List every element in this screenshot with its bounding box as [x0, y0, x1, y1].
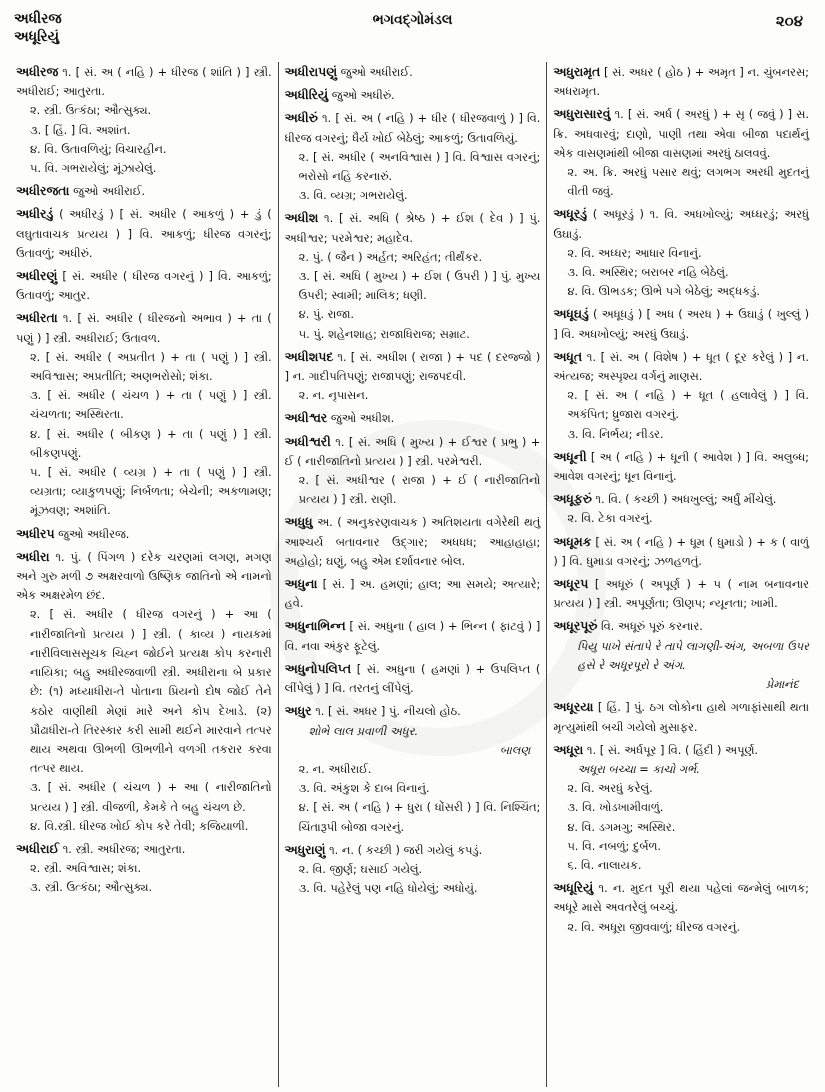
sub-sense: ૨. વિ. અધ્ધર; આધાર વિનાનું. — [567, 245, 702, 260]
quotation — [553, 760, 809, 779]
dictionary-entry — [285, 347, 541, 406]
entry-first-line — [285, 659, 541, 698]
headword: અધીરપ — [16, 525, 55, 541]
dictionary-entry — [16, 62, 272, 178]
sub-sense: ૬. વિ. નાલાયક. — [567, 857, 642, 872]
headword: અધૂરા — [553, 741, 584, 757]
definition: ૧. [ સં. અધિ ( મુખ્ય ) + ઈશ્વર ( પ્રભુ ) + ઈ ( નારીજાતિનો પ્રત્યય ) ] સ્ત્રી. પરમેશ્વરી. — [284, 434, 541, 468]
headword: અધૂરિયું — [553, 880, 594, 896]
sub-sense: ૨. વિ. ટેકા વગરનું. — [567, 511, 653, 526]
headword: અધૂરડું — [553, 206, 588, 222]
headword: અધીશ — [284, 210, 319, 226]
entry-first-line — [553, 62, 809, 101]
entry-first-line — [553, 104, 809, 163]
dictionary-entry — [553, 104, 809, 201]
dictionary-entry — [553, 304, 809, 343]
sub-sense: ૫. વિ. ગભરાયેલું; મૂંઝાયેલું. — [30, 161, 157, 176]
headword: અધીરું — [284, 110, 318, 126]
definition: [ સં. ] અ. હમણાં; હાલ; આ સમયે; અત્યારે; હવે. — [284, 577, 541, 611]
entry-first-line — [16, 204, 272, 263]
sub-sense: ૪. પું. રાજા. — [298, 307, 354, 322]
headword: અધૂરપ — [553, 576, 589, 592]
definition: ( અધૂરડું ) ૧. વિ. અધખોલ્યું; અધ્ધરડું; અરધું ઉઘાડું. — [553, 207, 810, 241]
entry-first-line — [553, 697, 809, 736]
definition: ૧. પું. ( પિંગળ ) દરેક ચરણમાં લગણ, મગણ અને ગુરુ મળી ૭ અક્ષરવાળો ઉષ્ણિક જાતિનો એ નામનો એક અક્ષરમેળ છંદ. — [16, 549, 272, 603]
headword: અધુનોપલિપ્ત — [284, 660, 352, 676]
entry-first-line — [553, 204, 809, 243]
dictionary-entry — [285, 574, 541, 613]
dictionary-entry — [285, 85, 541, 105]
dictionary-entry — [553, 447, 809, 486]
headword: અધીરાપણું — [284, 64, 338, 79]
definition: [ સં. અ ( નહિ ) + ધૂમ ( ધુમાડો ) + ક ( વાળું ) ] વિ. ધુમાડા વગરનું; ઝળહળતું. — [553, 534, 810, 568]
definition: ૧. વિ. ( કચ્છી ) અધખુલ્લું; અર્ધું મીંચેલું. — [595, 492, 777, 507]
headword: અધૂફરું — [553, 491, 592, 507]
headword: અધૂમક — [553, 533, 592, 549]
dictionary-entry — [285, 208, 541, 343]
definition: ૧. [ સં. અર્ધ ( અરધું ) + સૃ ( જવું ) ] સ. ક્રિ. અધવારવું; દાણો, પાણી તથા એવા બીજા પદાર્થનું એક વાસણમાંથી બીજા વાસણમાં અરધું ઠાલવવું. — [553, 107, 810, 160]
dictionary-entry — [16, 308, 272, 520]
quotation-text: અધૂરા બચ્ચા = કાચો ગર્ભ. — [577, 761, 700, 776]
dictionary-entry — [285, 616, 541, 655]
sub-sense: ૩. વિ. ખોડખામીવાળું. — [567, 800, 664, 815]
entry-first-line — [285, 616, 541, 655]
definition: [ સં. અધુના ( હમણાં ) + ઉપલિપ્ત ( લીંપેલું ) ] વિ. તરતનું લીંપેલું. — [284, 661, 541, 696]
sub-sense: ૪. વિ.સ્ત્રી. ધીરજ ખોઈ કોપ કરે તેવી; કજિયાળી. — [30, 818, 249, 833]
dictionary-entry — [16, 547, 272, 836]
page-number: ૨૦૪ — [775, 12, 803, 30]
definition: ૧. [ સં. અ ( નહિ ) + ધીરજ ( શાંતિ ) ] સ્ત્રી. અધીરાઈ; આતુરતા. — [16, 65, 272, 99]
definition: ૧. [ સં. અર્ધપૂર ] વિ. ( હિંદી ) અપૂર્ણ. — [586, 742, 759, 757]
sub-sense: ૨. વિ. અધૂરા જીવવાળું; ધીરજ વગરનું. — [567, 919, 740, 934]
dictionary-entry — [285, 512, 541, 571]
headword: અધુના — [284, 576, 318, 592]
entry-first-line — [285, 512, 541, 571]
dictionary-entry — [553, 697, 809, 736]
sub-sense: ૫. પું. શહેનશાહ; રાજાધિરાજ; સમ્રાટ. — [298, 326, 470, 341]
entry-first-line — [553, 489, 809, 509]
dictionary-entry — [553, 740, 809, 875]
dictionary-entry — [553, 347, 809, 444]
dictionary-entry — [553, 574, 809, 613]
dictionary-entry — [553, 204, 809, 301]
dictionary-entry — [553, 878, 809, 937]
entry-first-line — [285, 432, 541, 471]
headword: અધીરણું — [16, 268, 58, 284]
sub-sense: ૪. વિ. ઉતાવળિયું; વિચારહીન. — [30, 141, 167, 156]
entry-first-line — [285, 701, 541, 721]
entry-first-line — [553, 347, 809, 386]
headword: અધુનાભિન્ન — [284, 618, 346, 634]
headword: અધૂની — [553, 448, 587, 464]
definition: ૧. [ સં. અ ( નહિ ) + ધીર ( ધીરજવાળું ) ] વિ. ધીરજ વગરનું; ધૈર્ય ખોઈ બેઠેલું; આકળું; ઉતાવળિયું. — [284, 111, 541, 145]
quotation — [285, 722, 541, 760]
entry-first-line — [16, 524, 272, 544]
headword: અધીરજતા — [16, 183, 70, 199]
definition: [ સં. અધીર ( ધીરજ વગરનું ) ] વિ. આકળું; ઉતાવળું; આતુર. — [16, 269, 272, 303]
headword: અધીરિયું — [284, 87, 329, 103]
definition: જુઓ અધીશ. — [330, 411, 395, 426]
dictionary-entry — [285, 840, 541, 899]
column-1 — [10, 62, 278, 1087]
definition: જુઓ અધીરું. — [331, 88, 395, 103]
definition: ( અધૂધડું ) [ અધ ( અરધ ) + ઉઘાડું ( ખુલ્લું ) ] વિ. અધખોલ્યું; અરધું ઉઘાડું. — [553, 307, 810, 341]
definition: [ હિં. ] પું. ઠગ લોકોના હાથે ગળાફાંસાથી થતા મૃત્યુમાંથી બચી ગયેલો મુસાફર. — [553, 700, 810, 734]
definition: ૧. [ સં. અધિ ( શ્રેષ્ઠ ) + ઈશ ( દેવ ) ] પું. અધીશ્વર; પરમેશ્વર; મહાદેવ. — [284, 211, 541, 245]
headword: અધુરામૃત — [553, 64, 601, 79]
sub-sense: ૨. સ્ત્રી. અવિશ્વાસ; શંકા. — [30, 861, 142, 876]
guide-word-last: અધૂરિયું — [14, 29, 60, 45]
entry-first-line — [285, 840, 541, 860]
headword: અધુધુ — [284, 514, 313, 530]
definition: ૧. [ સં. અધીર ( ધીરજનો અભાવ ) + તા ( પણું ) ] સ્ત્રી. અધીરાઈ; ઉતાવળ. — [16, 311, 272, 345]
entry-first-line — [285, 574, 541, 613]
entry-first-line — [16, 181, 272, 201]
headword: અધીરડું — [16, 206, 54, 222]
sub-sense: ૨. [ સં. અધીર ( અનવિશ્વાસ ) ] વિ. વિશ્વાસ વગરનું; ભરોસો નહિ કરનારું. — [298, 149, 541, 184]
dictionary-entry — [285, 432, 541, 510]
dictionary-entry — [16, 266, 272, 305]
sub-sense: ૪. વિ. ડગમગુ; અસ્થિર. — [567, 819, 676, 834]
headword: અધીશ્વરી — [284, 433, 331, 449]
dictionary-entry — [16, 524, 272, 544]
sub-sense: ૫. વિ. નબળું; દુર્બળ. — [567, 838, 661, 853]
sub-sense: ૨. [ સં. અધીર ( અપ્રતીત ) + તા ( પણું ) ] સ્ત્રી. અવિશ્વાસ; અપ્રતીતિ; અણભરોસો; શંકા. — [30, 349, 272, 384]
sub-sense: ૩. [ સં. અધીર ( ચંચળ ) + તા ( પણું ) ] સ્ત્રી. ચંચળતા; અસ્થિરતા. — [30, 388, 272, 422]
dictionary-entry — [285, 108, 541, 205]
quotation-source: પ્રેમાનંદ — [765, 677, 800, 692]
sub-sense: ૩. વિ. અંકુશ કે દાબ વિનાનું. — [298, 781, 430, 796]
sub-sense: ૨. અ. ક્રિ. અરધું પસાર થવું; લગભગ અરધી મુદતનું વીતી જવું. — [567, 165, 810, 199]
definition: ૧. ન. ( કચ્છી ) જરી ગયેલું કપડું. — [329, 842, 483, 857]
headword: અધૂરપૂરું — [553, 618, 598, 634]
sub-sense: ૩. વિ. અસ્થિર; બરાબર નહિ બેઠેલું. — [567, 265, 729, 280]
entry-first-line — [553, 616, 809, 636]
entry-first-line — [285, 108, 541, 147]
guide-word-first: અધીરજ — [14, 11, 62, 27]
headword: અધૂત — [553, 348, 583, 364]
sub-sense: ૪. [ સં. અધીર ( બીકણ ) + તા ( પણું ) ] સ્ત્રી. બીકણપણું. — [30, 426, 272, 460]
dictionary-columns — [10, 62, 815, 1087]
sub-sense: ૨. સ્ત્રી. ઉત્કંઠા; ઔત્સુક્ય. — [30, 103, 152, 118]
definition: જુઓ અધીરજ. — [58, 526, 130, 541]
entry-first-line — [16, 839, 272, 859]
definition: [ અ ( નહિ ) + ધૂની ( આવેશ ) ] વિ. અલુબ્ધ; આવેશ વગરનું; ધૂન વિનાનું. — [553, 449, 810, 484]
quotation-text: પિયુ પાખે સંતાપે રે તાપે લાગણી-અંગ, અબળા ઉપર હસે રે અધૂરપૂરો રે અંગ. — [577, 638, 810, 672]
sub-sense: ૨. [ સં. અ ( નહિ ) + ધૂત ( હલાવેલું ) ] વિ. અકંપિત; ધ્રુજારા વગરનું. — [567, 388, 810, 422]
entry-first-line — [553, 447, 809, 486]
dictionary-entry — [285, 659, 541, 698]
dictionary-entry — [285, 408, 541, 428]
definition: જુઓ અધીરાઈ. — [340, 65, 413, 79]
headword: અધીરાઈ — [16, 840, 60, 856]
definition: ૧. [ સં. અધર ] પું. નીચલો હોઠ. — [315, 704, 461, 719]
sub-sense: ૨. [ સં. અધીશ્વર ( રાજા ) + ઈ ( નારીજાતિનો પ્રત્યય ) ] સ્ત્રી. રાણી. — [298, 473, 541, 507]
entry-first-line — [553, 574, 809, 613]
headword: અધૂરયા — [553, 699, 594, 715]
entry-first-line — [16, 547, 272, 606]
sub-sense: ૨. ન. અધીરાઈ. — [298, 761, 372, 776]
sub-sense: ૨. વિ. જીર્ણ; ઘસાઈ ગયેલું. — [298, 861, 423, 876]
quotation-source: બાલણ — [499, 742, 531, 757]
column-2 — [278, 62, 547, 1087]
definition: વિ. અધૂરું પૂરું કરનાર. — [601, 619, 703, 634]
definition: જુઓ અધીરાઈ. — [73, 184, 146, 199]
sub-sense: ૫. [ સં. અધીર ( વ્યગ્ર ) + તા ( પણું ) ] સ્ત્રી. વ્યગ્રતા; વ્યાકુળપણું; નિર્બળતા; બેચેની; અકળામણ; મૂંઝવણ; અશાંતિ. — [30, 465, 272, 518]
sub-sense: ૩. [ સં. અધિ ( મુખ્ય ) + ઈશ ( ઉપરી ) ] પું. મુખ્ય ઉપરી; સ્વામી; માલિક; ધણી. — [298, 269, 541, 303]
column-3 — [546, 62, 815, 1087]
sub-sense: ૩. સ્ત્રી. ઉત્કંઠા; ઔત્સુક્ય. — [30, 880, 153, 895]
page-header — [0, 8, 825, 52]
headword: અધીરજ — [16, 64, 59, 79]
definition: ( અધીરડું ) [ સં. અધીર ( આકળું ) + ડું ( લઘુતાવાચક પ્રત્યય ) ] વિ. આકળું; ધીરજ વગરનું; ઉતાવળું; અધીરું. — [16, 207, 272, 260]
definition: ૧. ન. મુદત પૂરી થયા પહેલાં જન્મેલું બાળક; અધૂરે માસે અવતરેલું બચ્ચું. — [553, 881, 810, 915]
definition: અ. ( અનુકરણવાચક ) અતિશયતા વગેરેથી થતું આશ્ચર્ય બતાવનાર ઉદ્ગાર; અધધધ; આહાહાહા; અહોહો; ઘણું, બહુ એમ દર્શાવનાર બોલ. — [284, 515, 541, 568]
headword: અધુરાસારવું — [553, 106, 611, 122]
sub-sense: ૩. વિ. વ્યગ્ર; ગભરાયેલું. — [298, 188, 408, 203]
headword: અધીરતા — [16, 310, 58, 326]
sub-sense: ૩. [ સં. અધીર ( ચંચળ ) + આ ( નારીજાતિનો પ્રત્યય ) ] સ્ત્રી. વીજળી, કેમકે તે બહુ ચંચળ છે. — [30, 780, 272, 814]
dictionary-entry — [16, 204, 272, 263]
entry-first-line — [16, 62, 272, 101]
dictionary-entry — [553, 616, 809, 694]
quotation — [553, 637, 809, 695]
headword: અધીશ્વર — [284, 410, 328, 426]
definition: ૧. [ સં. અ ( વિશેષ ) + ધૂત ( દૂર કરેલું ) ] ન. અંત્યજ; અસ્પૃશ્ય વર્ગનું માણસ. — [553, 349, 810, 384]
headword: અધૂઘડું — [553, 306, 589, 322]
dictionary-entry — [16, 181, 272, 201]
dictionary-entry — [553, 489, 809, 528]
sub-sense: ૨. [ સં. અધીર ( ધીરજ વગરનું ) + આ ( નારીજાતિનો પ્રત્યય ) ] સ્ત્રી. ( કાવ્ય ) નાયકમાં નારીવિલાસસૂચક ચિહ્ન જોઈને પ્રત્યક્ષ કોપ કરનારી નાયિકા; બહુ અધીરજવાળી સ્ત્રી. અધીરાના બે પ્રકાર છે: (૧) મધ્યાધીરા-તે પોતાના પ્રિયનો દોષ જોઈ તેને કઠોર વાણીથી મેણાં મારે અને કોપ દેખાડે. (૨) પ્રૌઢાધીરા-તે તિરસ્કાર કરી સામી થઈને મારવાને તત્પર થાય અથવા ઊભળી ઊભળીને વળગી તકરાર કરવા તત્પર થાય. — [30, 607, 272, 776]
headword: અધીશપદ — [284, 348, 334, 364]
definition: [ અધૂરું ( અપૂર્ણ ) + પ ( નામ બનાવનાર પ્રત્યય ) ] સ્ત્રી. અપૂર્ણતા; ઊણપ; ન્યૂનતા; ખામી. — [553, 577, 810, 611]
entry-first-line — [285, 208, 541, 247]
dictionary-entry — [285, 701, 541, 836]
entry-first-line — [285, 408, 541, 428]
headword: અધુર — [284, 703, 312, 719]
headword: અધુરાણું — [284, 841, 326, 857]
entry-first-line — [285, 347, 541, 386]
entry-first-line — [285, 62, 541, 82]
entry-first-line — [553, 740, 809, 760]
definition: ૧. [ સં. અધીશ ( રાજા ) + પદ ( દરજ્જો ) ] ન. ગાદીપતિપણું; રાજાપણું; રાજપદવી. — [284, 349, 541, 384]
entry-first-line — [16, 308, 272, 347]
dictionary-entry — [285, 62, 541, 82]
book-title: ભગવદ્ગોમંડલ — [372, 12, 453, 28]
entry-first-line — [16, 266, 272, 305]
headword: અધીરા — [16, 548, 50, 564]
sub-sense: ૨. પું. ( જૈન ) અર્હત; અરિહંત; તીર્થંકર. — [298, 249, 483, 264]
quotation-text: શોભે લાલ પ્રવાળી અધુર. — [308, 723, 419, 738]
sub-sense: ૪. [ સં. અ ( નહિ ) + ધુરા ( ધોંસરી ) ] વિ. નિશ્ચિંત; ચિંતારૂપી બોજા વગરનું. — [298, 800, 541, 834]
entry-first-line — [553, 532, 809, 571]
sub-sense: ૪. વિ. ઊભડક; ઊભે પગે બેઠેલું; અદ્ધકડું. — [567, 284, 761, 299]
dictionary-entry — [553, 62, 809, 101]
entry-first-line — [285, 85, 541, 105]
sub-sense: ૩. વિ. પહેરેલું પણ નહિ ધોયેલું; અધોયું. — [298, 881, 478, 896]
entry-first-line — [553, 304, 809, 343]
definition: [ સં. અધર ( હોઠ ) + અમૃત ] ન. ચુંબનરસ; અધરામૃત. — [553, 65, 810, 99]
sub-sense: ૩. [ હિં. ] વિ. અશાંત. — [30, 122, 131, 137]
dictionary-entry — [16, 839, 272, 898]
dictionary-entry — [553, 532, 809, 571]
sub-sense: ૨. ન. નૃપાસન. — [298, 388, 369, 403]
entry-first-line — [553, 878, 809, 917]
definition: ૧. સ્ત્રી. અધીરજ; આતુરતા. — [62, 841, 186, 856]
sub-sense: ૨. વિ. અરધું કરેલું. — [567, 781, 653, 796]
definition: [ સં. અધુના ( હાલ ) + ભિન્ન ( ફાટવું ) ] વિ. નવા અંકુર ફૂટેલું. — [284, 619, 541, 653]
sub-sense: ૩. વિ. નિર્ભય; નીડર. — [567, 426, 664, 441]
